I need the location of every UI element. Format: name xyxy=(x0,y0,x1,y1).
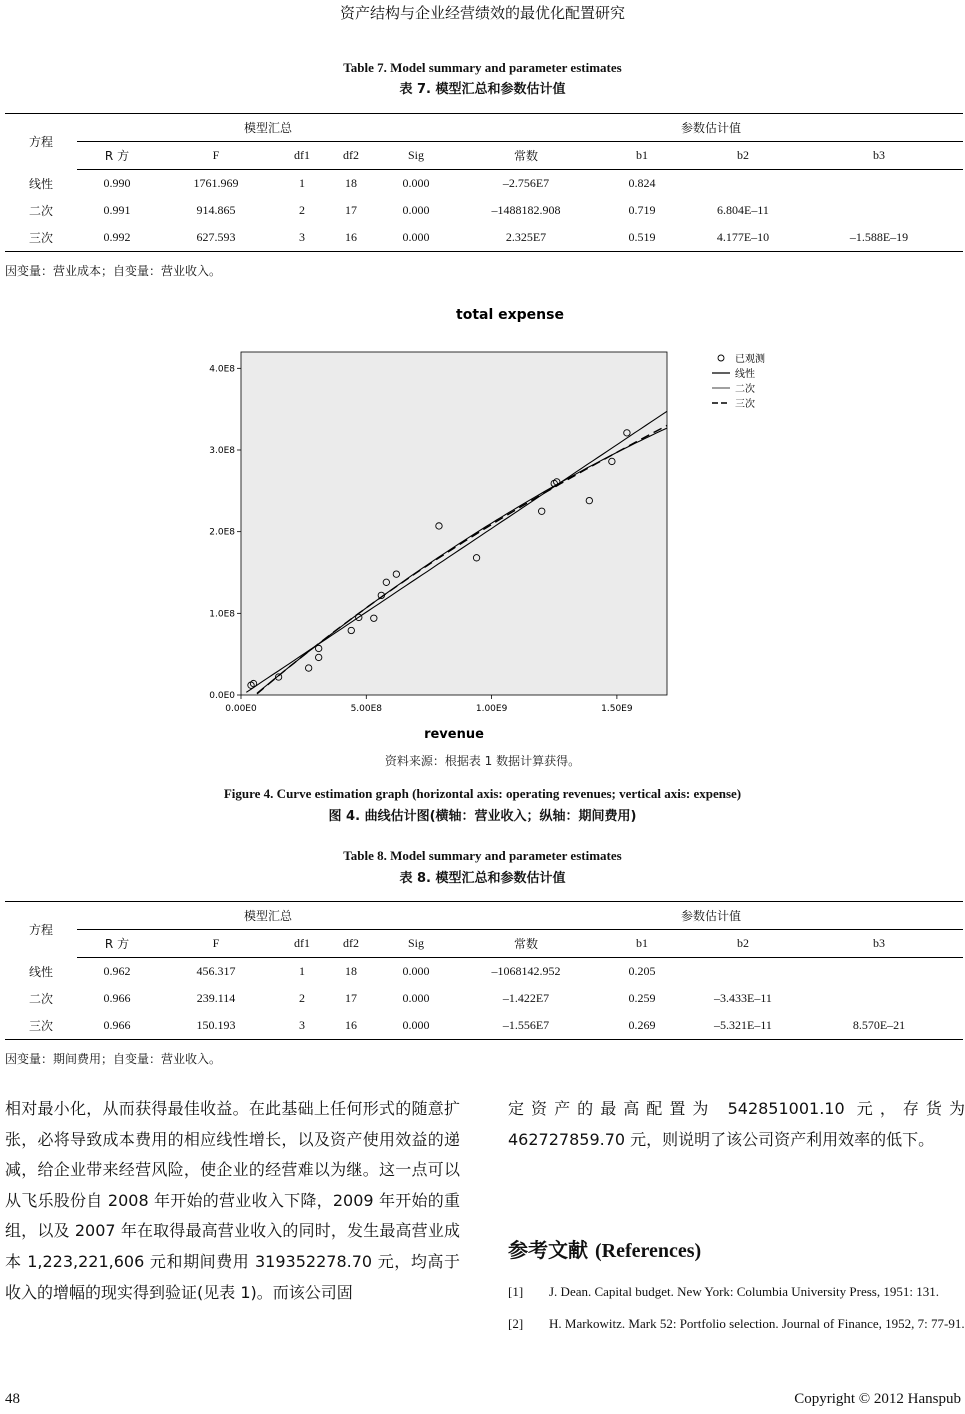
table-row xyxy=(5,170,963,198)
table8-header: b3 xyxy=(795,930,963,958)
table7-note: 因变量：营业成本；自变量：营业收入。 xyxy=(5,264,222,278)
y-tick-label: 1.0E8 xyxy=(209,609,235,620)
y-tick-label: 2.0E8 xyxy=(209,527,235,538)
table7-col-equation: 方程 xyxy=(5,114,77,170)
table8-col-equation: 方程 xyxy=(5,902,77,958)
table-cell: 1 xyxy=(299,176,305,190)
figure4-caption-en: Figure 4. Curve estimation graph (horizontal axis: operating revenues; vertical axis: expense) xyxy=(223,786,742,801)
table-cell xyxy=(795,197,963,224)
table-cell: 627.593 xyxy=(157,224,275,252)
page-number: 48 xyxy=(5,1391,20,1407)
table8-header: 常数 xyxy=(459,930,593,958)
table-cell: 150.193 xyxy=(157,1012,275,1040)
table-cell: –1.556E7 xyxy=(459,1012,593,1040)
table8-header: F xyxy=(157,930,275,958)
table7-header: df1 xyxy=(275,142,329,170)
figure4-chart xyxy=(0,295,965,755)
table-cell: 17 xyxy=(345,203,357,217)
table7-header: 常数 xyxy=(459,142,593,170)
table7-caption-zh: 表 7. 模型汇总和参数估计值 xyxy=(399,82,566,97)
figure4-source-note: 资料来源：根据表 1 数据计算获得。 xyxy=(384,754,581,768)
reference-text: J. Dean. Capital budget. New York: Columbia University Press, 1951: 131. xyxy=(549,1284,939,1299)
x-tick-label: 1.00E9 xyxy=(475,704,508,714)
table-cell xyxy=(795,958,963,986)
table-row xyxy=(5,985,963,1012)
table-cell xyxy=(691,958,795,986)
reference-number: [2] xyxy=(508,1316,524,1331)
figure4-caption-zh: 图 4. 曲线估计图(横轴：营业收入；纵轴：期间费用) xyxy=(328,809,637,824)
table-cell: 0.000 xyxy=(402,991,430,1005)
table-cell: 0.824 xyxy=(628,176,656,190)
legend-label: 二次 xyxy=(735,384,755,395)
table7-header: Sig xyxy=(373,142,459,170)
references-heading xyxy=(508,1234,701,1263)
table-cell: 0.966 xyxy=(77,1012,157,1040)
table-cell: 0.269 xyxy=(593,1012,691,1040)
table-cell: 2 xyxy=(299,991,305,1005)
body-text-left: 相对最小化，从而获得最佳收益。在此基础上任何形式的随意扩张，必将导致成本费用的相应线性增长，以及资产使用效益的递减，给企业带来经营风险，使企业的经营难以为继。这一点可以从飞乐股份自 2008 年开始的营业收入下降，2009 年开始的重组，以及 2007 年在取得最高营业收入的同时，发生最高营业成本 1,223,221,606 元和期间费用 319352278.70 元，均高于收入的增幅的现实得到验证(见表 1)。而该公司固 xyxy=(5,1099,460,1302)
y-tick-label: 0.0E0 xyxy=(209,691,235,701)
table-cell xyxy=(691,170,795,198)
table-cell: 16 xyxy=(329,224,373,252)
legend-label: 线性 xyxy=(735,369,755,380)
table8-note: 因变量：期间费用；自变量：营业收入。 xyxy=(5,1052,222,1066)
table-cell: 1761.969 xyxy=(193,176,239,190)
table-cell: 0.719 xyxy=(628,203,656,217)
table-cell: 18 xyxy=(345,964,357,978)
table-cell: 4.177E–10 xyxy=(691,224,795,252)
table-cell: 1 xyxy=(299,964,305,978)
legend-label: 已观测 xyxy=(735,354,765,365)
table-cell: 456.317 xyxy=(196,964,236,978)
table-cell: –5.321E–11 xyxy=(691,1012,795,1040)
table7-header: b3 xyxy=(795,142,963,170)
plot-area xyxy=(241,352,667,695)
table7 xyxy=(5,113,963,252)
table-cell: 0.000 xyxy=(402,203,430,217)
table-cell: 3 xyxy=(275,1012,329,1040)
table7-caption-en: Table 7. Model summary and parameter estimates xyxy=(343,60,622,75)
table-cell: 914.865 xyxy=(196,203,236,217)
table7-group-params: 参数估计值 xyxy=(459,114,963,142)
table-cell: 2.325E7 xyxy=(459,224,593,252)
table-cell: 线性 xyxy=(28,176,53,191)
table8-caption-zh: 表 8. 模型汇总和参数估计值 xyxy=(399,871,566,886)
table-cell: 三次 xyxy=(5,224,77,252)
table7-header: R 方 xyxy=(77,142,157,170)
legend-marker xyxy=(718,355,724,361)
table-cell: 3 xyxy=(275,224,329,252)
table-cell: 二次 xyxy=(28,204,53,218)
table-cell: 239.114 xyxy=(196,991,236,1005)
table8 xyxy=(5,901,963,1040)
table-cell: –1488182.908 xyxy=(491,203,561,217)
reference-number: [1] xyxy=(508,1284,524,1299)
table7-group-model: 模型汇总 xyxy=(77,114,459,142)
table-cell: –1068142.952 xyxy=(491,964,561,978)
table-cell: 0.205 xyxy=(628,964,656,978)
table-cell xyxy=(795,985,963,1012)
x-tick-label: 1.50E9 xyxy=(601,704,633,714)
table8-header: b2 xyxy=(691,930,795,958)
table8-header: df2 xyxy=(329,930,373,958)
table-cell: –1.422E7 xyxy=(502,991,550,1005)
x-axis-label: revenue xyxy=(424,727,484,742)
copyright: Copyright © 2012 Hanspub xyxy=(794,1391,961,1407)
table-cell: 二次 xyxy=(28,992,53,1006)
x-tick-label: 5.00E8 xyxy=(350,704,383,714)
table-cell: 18 xyxy=(345,176,357,190)
table7-header: b2 xyxy=(691,142,795,170)
table-cell: –2.756E7 xyxy=(502,176,550,190)
table-cell: 三次 xyxy=(5,1012,77,1040)
reference-item xyxy=(508,1284,965,1299)
table-row xyxy=(5,1012,963,1040)
table8-header: df1 xyxy=(275,930,329,958)
table-cell: 16 xyxy=(329,1012,373,1040)
table-cell: –3.433E–11 xyxy=(714,991,772,1005)
table-cell: 线性 xyxy=(28,964,53,979)
table-cell: 0.000 xyxy=(402,176,430,190)
x-tick-label: 0.00E0 xyxy=(225,704,257,714)
table8-group-params: 参数估计值 xyxy=(459,902,963,930)
chart-title: total expense xyxy=(456,307,564,323)
table7-header: F xyxy=(157,142,275,170)
table-row xyxy=(5,197,963,224)
table-row xyxy=(5,958,963,986)
references-heading-en: (References) xyxy=(594,1240,702,1262)
table-cell: 17 xyxy=(345,991,357,1005)
references-heading-zh: 参考文献 xyxy=(508,1238,588,1262)
y-tick-label: 3.0E8 xyxy=(209,446,235,456)
table8-group-model: 模型汇总 xyxy=(77,902,459,930)
legend-label: 三次 xyxy=(735,399,755,410)
reference-item xyxy=(508,1316,965,1331)
table-cell: 0.000 xyxy=(402,964,430,978)
table-row xyxy=(5,224,963,252)
table-cell: 0.991 xyxy=(103,203,131,217)
table-cell: 2 xyxy=(299,203,305,217)
table-cell xyxy=(795,170,963,198)
body-text-right: 定资产的最高配置为 542851001.10 元，存货为 462727859.70 元，则说明了该公司资产利用效率的低下。 xyxy=(508,1099,965,1149)
table8-header: b1 xyxy=(593,930,691,958)
table8-caption-en: Table 8. Model summary and parameter estimates xyxy=(343,848,622,863)
table-cell: 0.000 xyxy=(373,1012,459,1040)
table-cell: 6.804E–11 xyxy=(717,203,769,217)
table-cell: 0.990 xyxy=(103,176,131,190)
table-cell: 0.000 xyxy=(373,224,459,252)
table-cell: 0.966 xyxy=(103,991,131,1005)
table-cell: 0.962 xyxy=(103,964,131,978)
table-cell: 0.259 xyxy=(628,991,656,1005)
running-header: 资产结构与企业经营绩效的最优化配置研究 xyxy=(339,4,625,22)
table-cell: 0.992 xyxy=(77,224,157,252)
reference-text: H. Markowitz. Mark 52: Portfolio selection. Journal of Finance, 1952, 7: 77-91. xyxy=(549,1316,965,1331)
table-cell: 0.519 xyxy=(593,224,691,252)
table7-header: df2 xyxy=(329,142,373,170)
table-cell: 8.570E–21 xyxy=(795,1012,963,1040)
table8-header: Sig xyxy=(373,930,459,958)
y-tick-label: 4.0E8 xyxy=(209,364,235,375)
table8-header: R 方 xyxy=(77,930,157,958)
table-cell: –1.588E–19 xyxy=(795,224,963,252)
table7-header: b1 xyxy=(593,142,691,170)
